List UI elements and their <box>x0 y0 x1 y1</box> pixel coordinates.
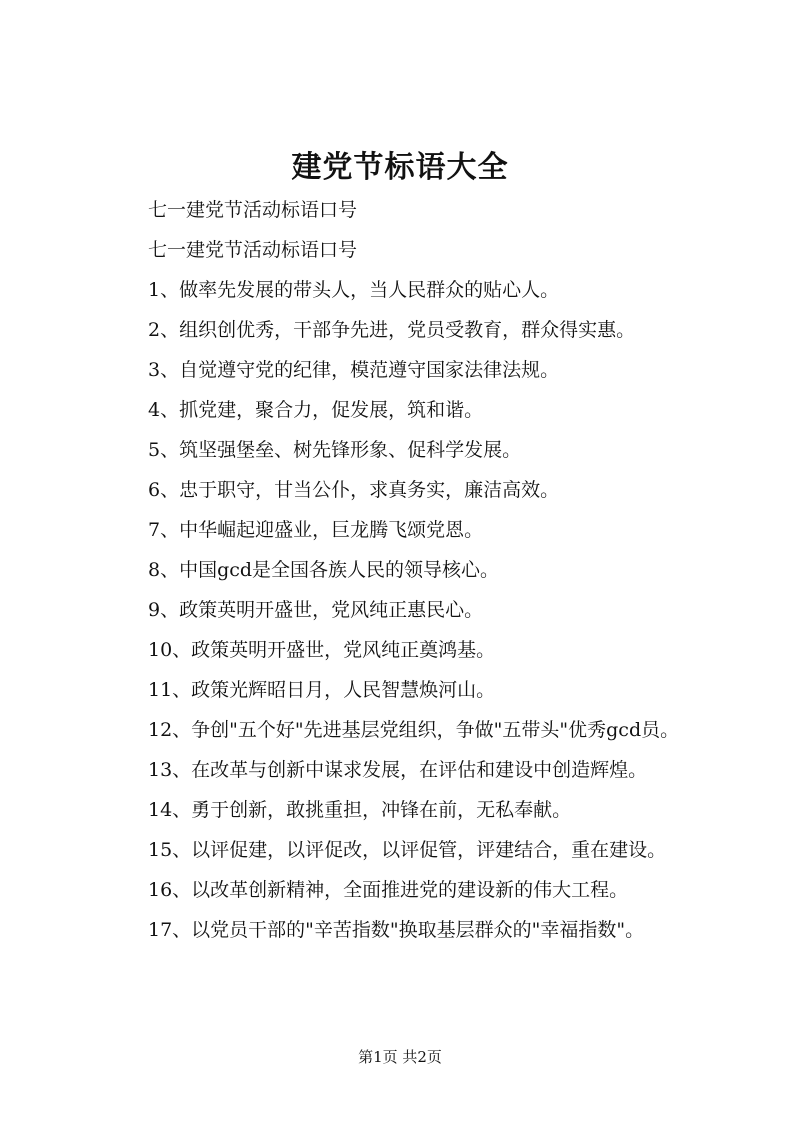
slogan-item: 16、以改革创新精神，全面推进党的建设新的伟大工程。 <box>148 879 629 901</box>
slogan-item: 2、组织创优秀，干部争先进，党员受教育，群众得实惠。 <box>148 319 636 341</box>
paragraph-subtitle: 七一建党节活动标语口号 <box>148 199 358 221</box>
document-body <box>110 190 720 950</box>
slogan-item: 15、以评促建，以评促改，以评促管，评建结合，重在建设。 <box>148 839 667 861</box>
slogan-item: 1、做率先发展的带头人，当人民群众的贴心人。 <box>148 279 560 301</box>
slogan-item: 7、中华崛起迎盛业，巨龙腾飞颂党恩。 <box>148 519 484 541</box>
slogan-item: 13、在改革与创新中谋求发展，在评估和建设中创造辉煌。 <box>148 759 648 781</box>
slogan-item: 11、政策光辉昭日月，人民智慧焕河山。 <box>148 679 496 701</box>
page-indicator: 第1页 共2页 <box>358 1048 442 1066</box>
slogan-item: 12、争创"五个好"先进基层党组织，争做"五带头"优秀gcd员。 <box>148 719 680 741</box>
document-title: 建党节标语大全 <box>291 150 509 185</box>
slogan-item: 10、政策英明开盛世，党风纯正奠鸿基。 <box>148 639 496 661</box>
slogan-item: 4、抓党建，聚合力，促发展，筑和谐。 <box>148 399 484 421</box>
paragraph-subtitle-repeat: 七一建党节活动标语口号 <box>148 239 358 261</box>
slogan-item: 14、勇于创新，敢挑重担，冲锋在前，无私奉献。 <box>148 799 572 821</box>
slogan-item: 8、中国gcd是全国各族人民的领导核心。 <box>148 559 500 581</box>
slogan-item: 17、以党员干部的"辛苦指数"换取基层群众的"幸福指数"。 <box>148 919 645 941</box>
slogan-item: 5、筑坚强堡垒、树先锋形象、促科学发展。 <box>148 439 522 461</box>
slogan-item: 3、自觉遵守党的纪律，模范遵守国家法律法规。 <box>148 359 560 381</box>
slogan-item: 9、政策英明开盛世，党风纯正惠民心。 <box>148 599 484 621</box>
slogan-item: 6、忠于职守，甘当公仆，求真务实，廉洁高效。 <box>148 479 560 501</box>
